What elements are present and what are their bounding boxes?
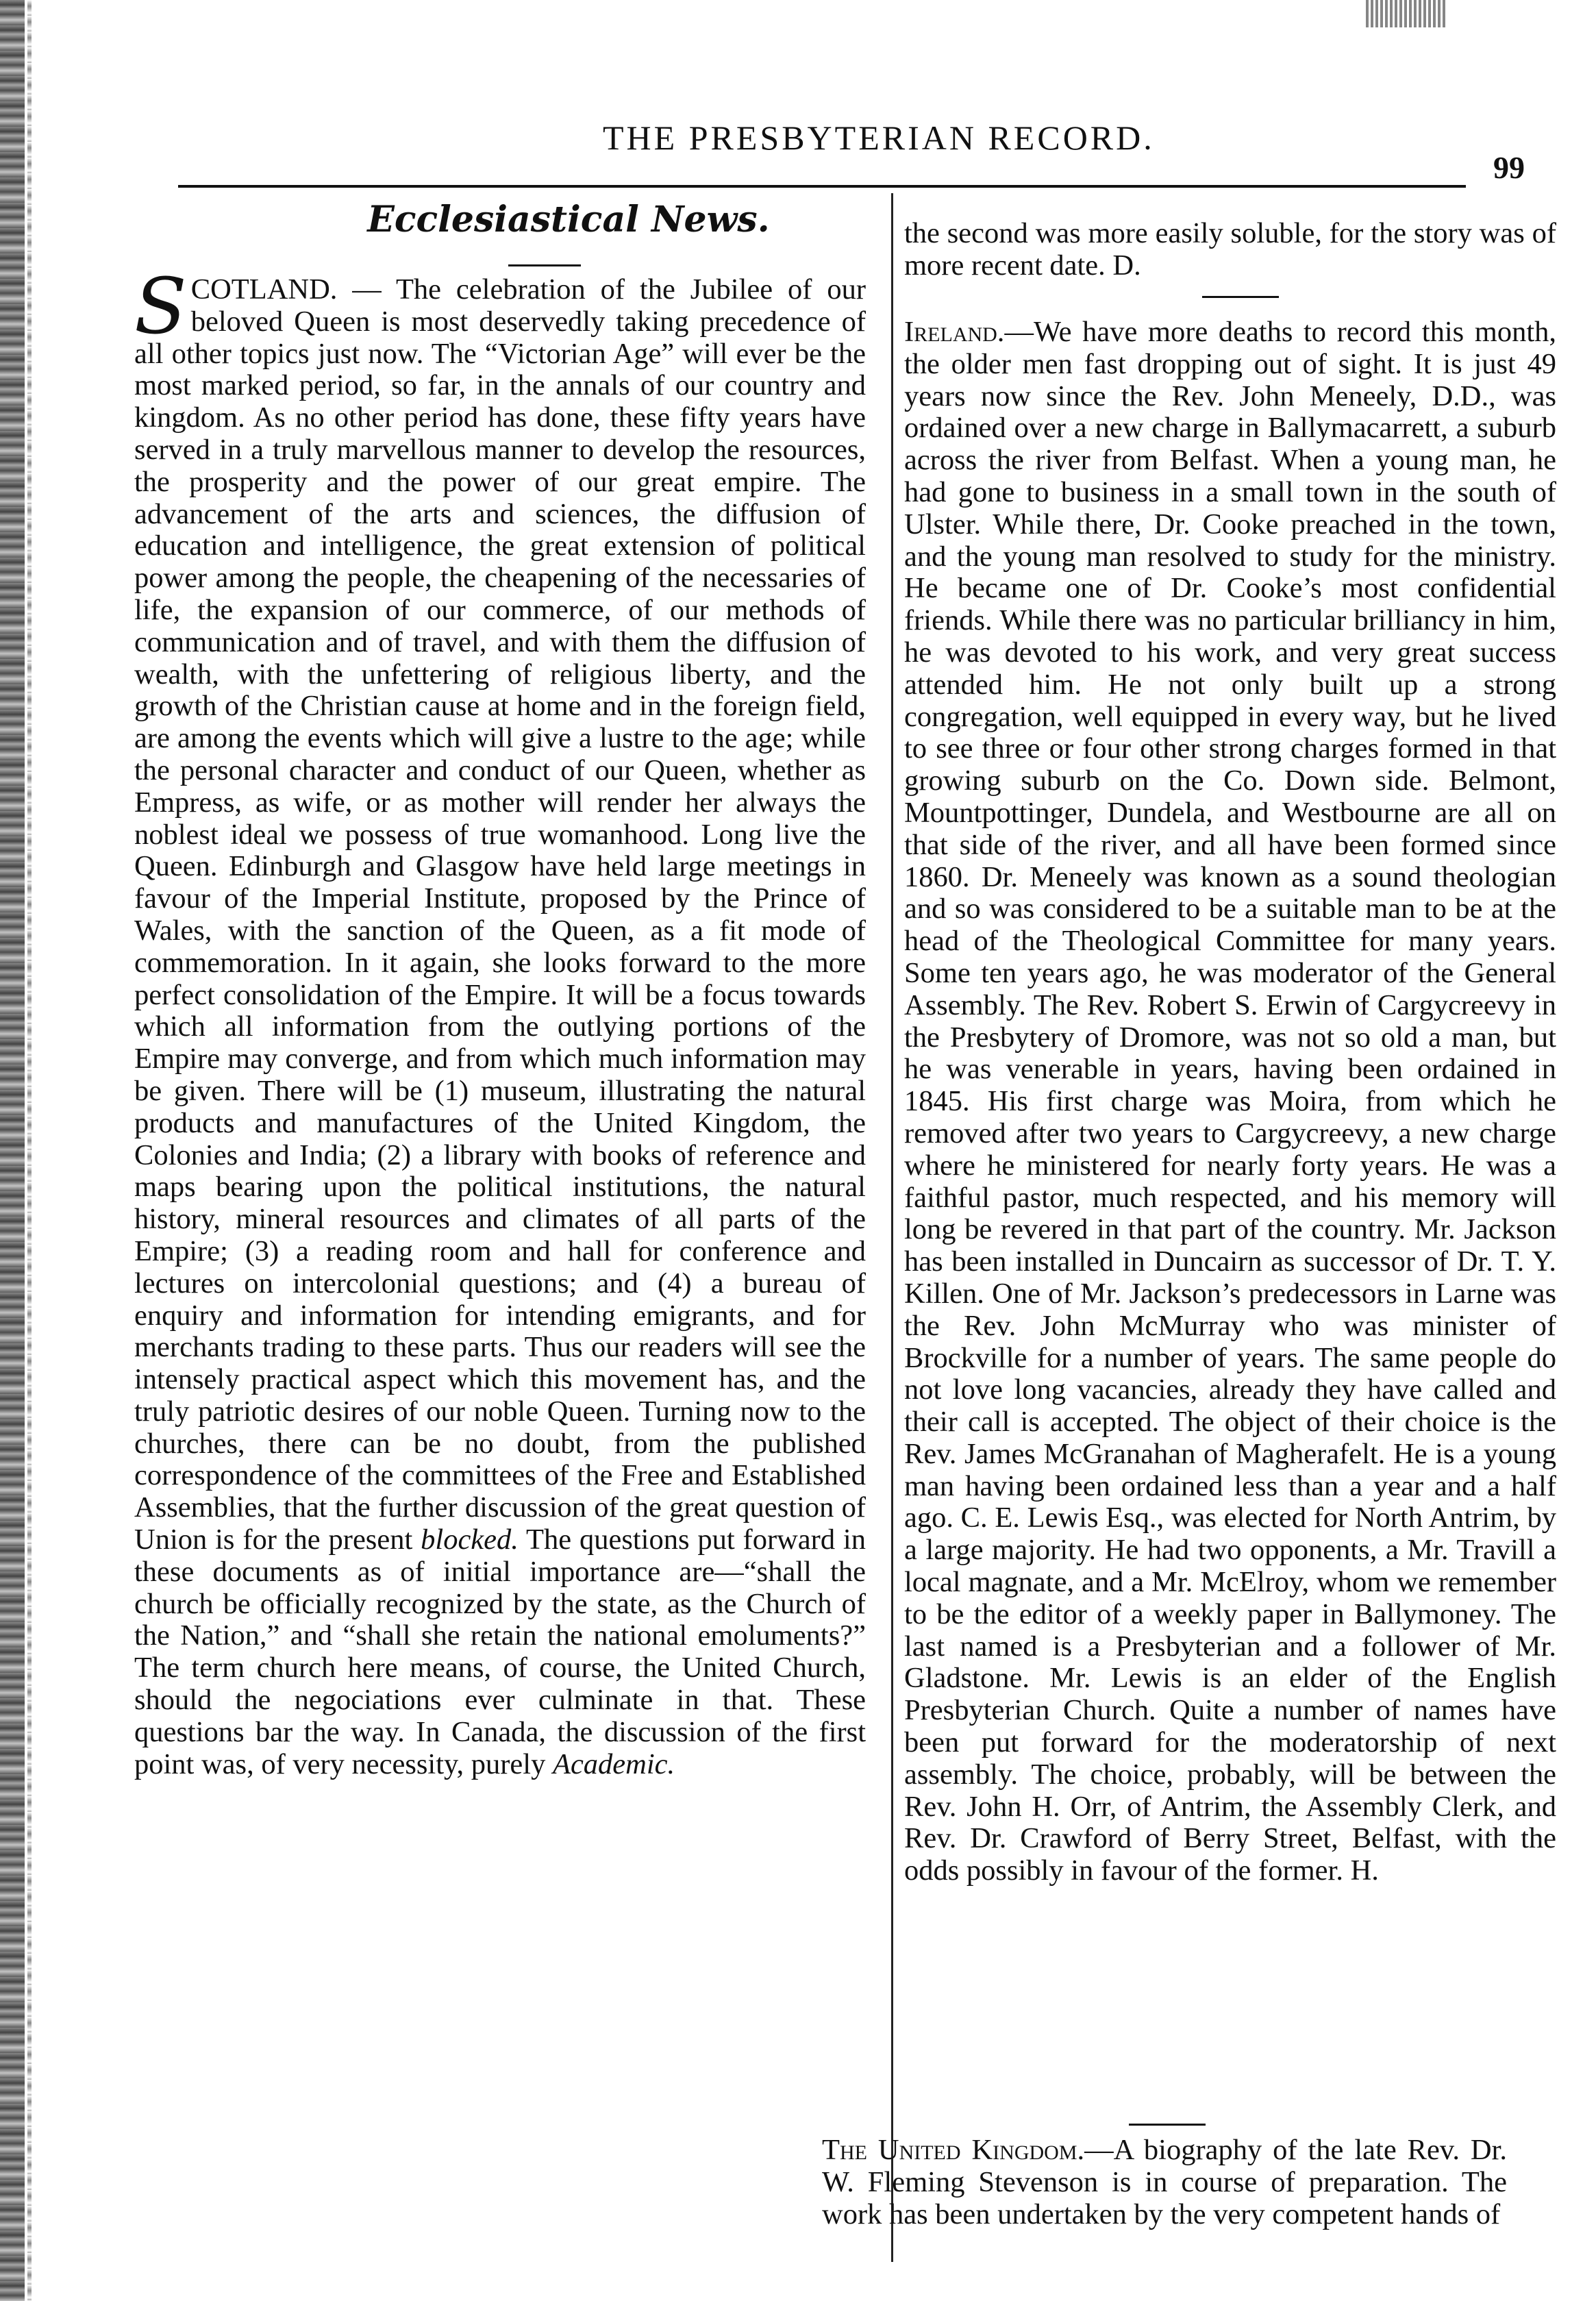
drop-cap: S	[134, 262, 187, 351]
section-heading: Ecclesiastical News.	[367, 199, 770, 240]
continuation-paragraph	[904, 218, 1556, 282]
column-divider	[891, 193, 893, 2262]
header-rule	[178, 185, 1466, 188]
scotland-paragraph	[134, 262, 866, 1780]
ireland-lead: Ireland.	[904, 316, 1005, 348]
page-binding-edge	[0, 0, 25, 2301]
ireland-article	[904, 316, 1556, 1887]
continuation-text: the second was more easily soluble, for the story was of more recent date.	[904, 217, 1556, 282]
academic-word: Academic.	[552, 1747, 675, 1780]
ireland-signature: H.	[1350, 1854, 1379, 1887]
scotland-article	[134, 262, 866, 1780]
scotland-body-2: The questions put forward in these documents as of initial importance are—“shall the church be officially recognized by the state, as the Church of the Nation,” and “shall she retain the national emoluments?” The term church here means, of course, the United Church, should the negociations ever culminate in that. These questions bar the way. In Canada, the discussion of the first point was, of very necessity, purely	[134, 1523, 866, 1780]
scotland-lead: COTLAND.	[190, 273, 338, 306]
ireland-body: —We have more deaths to record this month, the older men fast dropping out of sight. It is just 49 years now since the Rev. John Meneely, D.D., was ordained over a new charge in Ballymacarrett, a suburb across the river from Belfast. When a young man, he had gone to business in a small town in the south of Ulster. While there, Dr. Cooke preached in the town, and the young man resolved to study for the ministry. He became one of Dr. Cooke’s most confidential friends. While there was no particular brilliancy in him, he was devoted to his work, and very great success attended him. He not only built up a strong congregation, well equipped in every way, but he lived to see three or four other strong charges formed in that growing suburb on the Co. Down side. Belmont, Mountpottinger, Dundela, and Westbourne are all on that side of the river, and all have been formed since 1860. Dr. Meneely was known as a sound theologian and so was considered to be a suitable man to be at the head of the Theological Committee for many years. Some ten years ago, he was moderator of the General Assembly. The Rev. Robert S. Erwin of Cargycreevy in the Presbytery of Dromore, was not so old a man, but he was venerable in years, having been ordained in 1845. His first charge was Moira, from which he removed after two years to Cargycreevy, a new charge where he ministered for nearly forty years. He was a faithful pastor, much respected, and his memory will long be revered in that part of the country. Mr. Jackson has been installed in Duncairn as successor of Dr. T. Y. Killen. One of Mr. Jackson’s predecessors in Larne was the Rev. John McMurray who was minister of Brockville for a number of years. The same people do not love long vacancies, already they have called and their call is accepted. The object of their choice is the Rev. James McGranahan of Magherafelt. He is a young man having been ordained less than a year and a half ago. C. E. Lewis Esq., was elected for North Antrim, by a large majority. He had two opponents, a Mr. Travill a local magnate, and a Mr. McElroy, whom we remember to be the editor of a weekly paper in Ballymoney. The last named is a Presbyterian and a follower of Mr. Gladstone. Mr. Lewis is an elder of the English Presbyterian Church. Quite a number of names have been put forward for the moderatorship of next assembly. The choice, probably, will be between the Rev. John H. Orr, of Antrim, the Assembly Clerk, and Rev. Dr. Crawford of Berry Street, Belfast, with the odds possibly in favour of the former.	[904, 316, 1556, 1887]
blocked-word: blocked.	[421, 1523, 519, 1556]
scotland-continuation	[904, 218, 1556, 282]
heading-rule	[508, 264, 581, 266]
uk-article	[822, 2135, 1507, 2230]
uk-paragraph	[822, 2135, 1507, 2230]
page-number: 99	[1493, 150, 1525, 185]
uk-body: —A biography of the late Rev. Dr. W. Fleming Stevenson is in course of preparation. The work has been undertaken by the very competent hands of	[822, 2134, 1507, 2230]
scotland-body: — The celebration of the Jubilee of our beloved Queen is most deservedly taking precedence of all other topics just now. The “Victorian Age” will ever be the most marked period, so far, in the annals of our country and kingdom. As no other period has done, these fifty years have served in a truly marvellous manner to develop the resources, the prosperity and the power of our great empire. The advancement of the arts and sciences, the diffusion of education and intelligence, the great extension of political power among the people, the cheapening of the necessaries of life, the expansion of our commerce, of our methods of communication and of travel, and with them the diffusion of wealth, with the unfettering of religious liberty, and the growth of the Christian cause at home and in the foreign field, are among the events which will give a lustre to the age; while the personal character and conduct of our Queen, whether as Empress, as wife, or as mother will render her always the noblest ideal we possess of true womanhood. Long live the Queen. Edinburgh and Glasgow have held large meetings in favour of the Imperial Institute, proposed by the Prince of Wales, with the sanction of the Queen, as a fit mode of commemoration. In it again, she looks forward to the more perfect consolidation of the Empire. It will be a focus towards which all information from the outlying portions of the Empire may converge, and from which much information may be given. There will be (1) museum, illustrating the natural products and manufactures of the United Kingdom, the Colonies and India; (2) a library with books of reference and maps bearing upon the political institutions, the natural history, mineral resources and climates of all parts of the Empire; (3) a reading room and hall for conference and lectures on intercolonial questions; and (4) a bureau of enquiry and information for intending emigrants, and for merchants trading to these parts. Thus our readers will see the intensely practical aspect which this movement has, and the truly patriotic desires of our noble Queen. Turning now to the churches, there can be no doubt, from the published correspondence of the committees of the Free and Established Assemblies, that the further discussion of the great question of Union is for the present	[134, 273, 866, 1556]
page-binding-shadow	[27, 0, 32, 2301]
print-smudge	[1366, 0, 1447, 27]
running-title: THE PRESBYTERIAN RECORD.	[603, 119, 1155, 157]
scotland-signature: D.	[1112, 249, 1141, 282]
section-rule	[1202, 296, 1279, 298]
section-rule-2	[1129, 2124, 1206, 2126]
uk-lead: The United Kingdom.	[822, 2134, 1085, 2166]
ireland-paragraph	[904, 316, 1556, 1887]
